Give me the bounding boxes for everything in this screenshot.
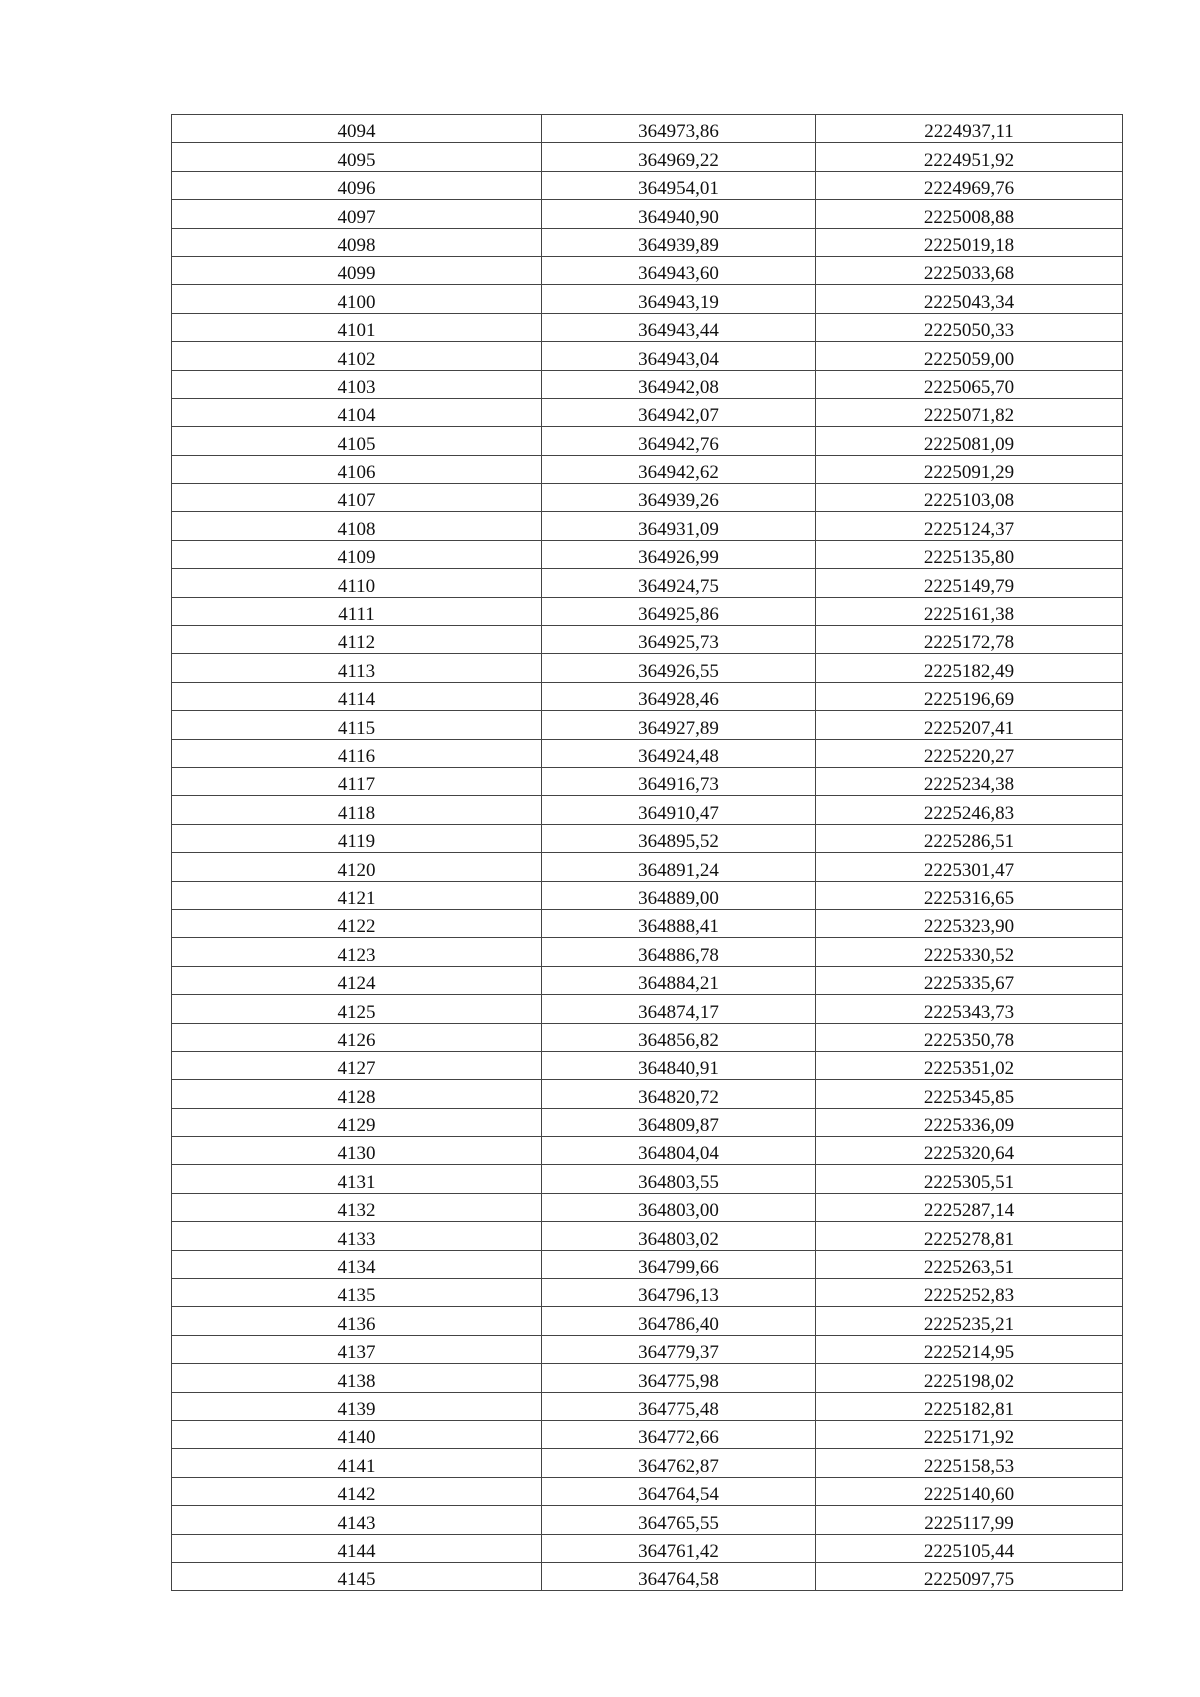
x-coordinate-cell: 364925,73 <box>542 626 816 654</box>
y-coordinate-cell: 2225343,73 <box>816 995 1123 1023</box>
point-number-cell: 4117 <box>172 767 542 795</box>
table-row <box>172 398 1123 426</box>
y-coordinate-cell: 2225330,52 <box>816 938 1123 966</box>
table-row <box>172 626 1123 654</box>
table-row <box>172 995 1123 1023</box>
y-coordinate-cell: 2225043,34 <box>816 285 1123 313</box>
point-number-cell: 4125 <box>172 995 542 1023</box>
y-coordinate-cell: 2224937,11 <box>816 115 1123 143</box>
x-coordinate-cell: 364942,76 <box>542 427 816 455</box>
table-row <box>172 1364 1123 1392</box>
table-row <box>172 1165 1123 1193</box>
table-row <box>172 1051 1123 1079</box>
table-row <box>172 228 1123 256</box>
point-number-cell: 4144 <box>172 1534 542 1562</box>
x-coordinate-cell: 364765,55 <box>542 1506 816 1534</box>
x-coordinate-cell: 364803,02 <box>542 1222 816 1250</box>
y-coordinate-cell: 2225235,21 <box>816 1307 1123 1335</box>
y-coordinate-cell: 2225305,51 <box>816 1165 1123 1193</box>
y-coordinate-cell: 2225220,27 <box>816 739 1123 767</box>
point-number-cell: 4140 <box>172 1420 542 1448</box>
point-number-cell: 4110 <box>172 569 542 597</box>
table-row <box>172 1477 1123 1505</box>
point-number-cell: 4103 <box>172 370 542 398</box>
x-coordinate-cell: 364942,62 <box>542 455 816 483</box>
y-coordinate-cell: 2225117,99 <box>816 1506 1123 1534</box>
y-coordinate-cell: 2225263,51 <box>816 1250 1123 1278</box>
point-number-cell: 4126 <box>172 1023 542 1051</box>
x-coordinate-cell: 364775,98 <box>542 1364 816 1392</box>
y-coordinate-cell: 2225316,65 <box>816 881 1123 909</box>
y-coordinate-cell: 2225171,92 <box>816 1420 1123 1448</box>
x-coordinate-cell: 364762,87 <box>542 1449 816 1477</box>
x-coordinate-cell: 364924,48 <box>542 739 816 767</box>
table-row <box>172 1137 1123 1165</box>
table-row <box>172 427 1123 455</box>
x-coordinate-cell: 364928,46 <box>542 682 816 710</box>
y-coordinate-cell: 2225065,70 <box>816 370 1123 398</box>
point-number-cell: 4145 <box>172 1562 542 1590</box>
y-coordinate-cell: 2225207,41 <box>816 711 1123 739</box>
x-coordinate-cell: 364803,00 <box>542 1193 816 1221</box>
y-coordinate-cell: 2225323,90 <box>816 909 1123 937</box>
point-number-cell: 4105 <box>172 427 542 455</box>
table-row <box>172 1279 1123 1307</box>
point-number-cell: 4116 <box>172 739 542 767</box>
point-number-cell: 4138 <box>172 1364 542 1392</box>
y-coordinate-cell: 2225091,29 <box>816 455 1123 483</box>
table-row <box>172 455 1123 483</box>
table-row <box>172 1562 1123 1590</box>
y-coordinate-cell: 2225345,85 <box>816 1080 1123 1108</box>
y-coordinate-cell: 2225149,79 <box>816 569 1123 597</box>
point-number-cell: 4143 <box>172 1506 542 1534</box>
point-number-cell: 4137 <box>172 1335 542 1363</box>
x-coordinate-cell: 364888,41 <box>542 909 816 937</box>
table-row <box>172 597 1123 625</box>
point-number-cell: 4107 <box>172 484 542 512</box>
table-row <box>172 881 1123 909</box>
x-coordinate-cell: 364973,86 <box>542 115 816 143</box>
point-number-cell: 4130 <box>172 1137 542 1165</box>
y-coordinate-cell: 2225287,14 <box>816 1193 1123 1221</box>
point-number-cell: 4118 <box>172 796 542 824</box>
x-coordinate-cell: 364939,89 <box>542 228 816 256</box>
table-row <box>172 767 1123 795</box>
x-coordinate-cell: 364884,21 <box>542 966 816 994</box>
y-coordinate-cell: 2225301,47 <box>816 853 1123 881</box>
table-row <box>172 853 1123 881</box>
y-coordinate-cell: 2225124,37 <box>816 512 1123 540</box>
x-coordinate-cell: 364939,26 <box>542 484 816 512</box>
y-coordinate-cell: 2225019,18 <box>816 228 1123 256</box>
point-number-cell: 4135 <box>172 1279 542 1307</box>
y-coordinate-cell: 2225071,82 <box>816 398 1123 426</box>
x-coordinate-cell: 364924,75 <box>542 569 816 597</box>
x-coordinate-cell: 364840,91 <box>542 1051 816 1079</box>
point-number-cell: 4113 <box>172 654 542 682</box>
table-row <box>172 909 1123 937</box>
point-number-cell: 4101 <box>172 313 542 341</box>
y-coordinate-cell: 2225050,33 <box>816 313 1123 341</box>
x-coordinate-cell: 364772,66 <box>542 1420 816 1448</box>
y-coordinate-cell: 2225214,95 <box>816 1335 1123 1363</box>
point-number-cell: 4104 <box>172 398 542 426</box>
x-coordinate-cell: 364969,22 <box>542 143 816 171</box>
y-coordinate-cell: 2225336,09 <box>816 1108 1123 1136</box>
table-row <box>172 1420 1123 1448</box>
x-coordinate-cell: 364886,78 <box>542 938 816 966</box>
point-number-cell: 4131 <box>172 1165 542 1193</box>
table-row <box>172 143 1123 171</box>
point-number-cell: 4097 <box>172 200 542 228</box>
table-row <box>172 1392 1123 1420</box>
x-coordinate-cell: 364764,58 <box>542 1562 816 1590</box>
y-coordinate-cell: 2224951,92 <box>816 143 1123 171</box>
coordinates-table-body <box>172 115 1123 1591</box>
table-row <box>172 313 1123 341</box>
table-row <box>172 938 1123 966</box>
table-row <box>172 1506 1123 1534</box>
table-row <box>172 739 1123 767</box>
table-row <box>172 256 1123 284</box>
table-row <box>172 285 1123 313</box>
point-number-cell: 4134 <box>172 1250 542 1278</box>
y-coordinate-cell: 2225135,80 <box>816 540 1123 568</box>
point-number-cell: 4128 <box>172 1080 542 1108</box>
y-coordinate-cell: 2225278,81 <box>816 1222 1123 1250</box>
table-row <box>172 711 1123 739</box>
x-coordinate-cell: 364786,40 <box>542 1307 816 1335</box>
x-coordinate-cell: 364943,44 <box>542 313 816 341</box>
table-row <box>172 540 1123 568</box>
y-coordinate-cell: 2225033,68 <box>816 256 1123 284</box>
table-row <box>172 342 1123 370</box>
x-coordinate-cell: 364775,48 <box>542 1392 816 1420</box>
table-row <box>172 1307 1123 1335</box>
y-coordinate-cell: 2225350,78 <box>816 1023 1123 1051</box>
point-number-cell: 4121 <box>172 881 542 909</box>
point-number-cell: 4112 <box>172 626 542 654</box>
x-coordinate-cell: 364940,90 <box>542 200 816 228</box>
x-coordinate-cell: 364927,89 <box>542 711 816 739</box>
x-coordinate-cell: 364779,37 <box>542 1335 816 1363</box>
y-coordinate-cell: 2225161,38 <box>816 597 1123 625</box>
table-row <box>172 1335 1123 1363</box>
table-row <box>172 370 1123 398</box>
point-number-cell: 4119 <box>172 824 542 852</box>
point-number-cell: 4133 <box>172 1222 542 1250</box>
point-number-cell: 4124 <box>172 966 542 994</box>
x-coordinate-cell: 364809,87 <box>542 1108 816 1136</box>
y-coordinate-cell: 2225158,53 <box>816 1449 1123 1477</box>
table-row <box>172 682 1123 710</box>
x-coordinate-cell: 364895,52 <box>542 824 816 852</box>
x-coordinate-cell: 364943,19 <box>542 285 816 313</box>
point-number-cell: 4111 <box>172 597 542 625</box>
x-coordinate-cell: 364943,60 <box>542 256 816 284</box>
point-number-cell: 4115 <box>172 711 542 739</box>
point-number-cell: 4142 <box>172 1477 542 1505</box>
table-row <box>172 200 1123 228</box>
x-coordinate-cell: 364820,72 <box>542 1080 816 1108</box>
table-row <box>172 824 1123 852</box>
point-number-cell: 4108 <box>172 512 542 540</box>
table-row <box>172 966 1123 994</box>
y-coordinate-cell: 2225105,44 <box>816 1534 1123 1562</box>
x-coordinate-cell: 364942,08 <box>542 370 816 398</box>
x-coordinate-cell: 364910,47 <box>542 796 816 824</box>
point-number-cell: 4098 <box>172 228 542 256</box>
y-coordinate-cell: 2224969,76 <box>816 171 1123 199</box>
y-coordinate-cell: 2225234,38 <box>816 767 1123 795</box>
x-coordinate-cell: 364804,04 <box>542 1137 816 1165</box>
x-coordinate-cell: 364942,07 <box>542 398 816 426</box>
table-row <box>172 569 1123 597</box>
point-number-cell: 4102 <box>172 342 542 370</box>
y-coordinate-cell: 2225097,75 <box>816 1562 1123 1590</box>
table-row <box>172 512 1123 540</box>
y-coordinate-cell: 2225286,51 <box>816 824 1123 852</box>
point-number-cell: 4099 <box>172 256 542 284</box>
x-coordinate-cell: 364799,66 <box>542 1250 816 1278</box>
x-coordinate-cell: 364926,99 <box>542 540 816 568</box>
coordinates-table <box>171 114 1123 1591</box>
table-row <box>172 796 1123 824</box>
point-number-cell: 4141 <box>172 1449 542 1477</box>
x-coordinate-cell: 364856,82 <box>542 1023 816 1051</box>
x-coordinate-cell: 364874,17 <box>542 995 816 1023</box>
y-coordinate-cell: 2225059,00 <box>816 342 1123 370</box>
x-coordinate-cell: 364931,09 <box>542 512 816 540</box>
table-row <box>172 1534 1123 1562</box>
table-row <box>172 484 1123 512</box>
y-coordinate-cell: 2225103,08 <box>816 484 1123 512</box>
y-coordinate-cell: 2225196,69 <box>816 682 1123 710</box>
point-number-cell: 4114 <box>172 682 542 710</box>
x-coordinate-cell: 364891,24 <box>542 853 816 881</box>
point-number-cell: 4123 <box>172 938 542 966</box>
point-number-cell: 4095 <box>172 143 542 171</box>
x-coordinate-cell: 364916,73 <box>542 767 816 795</box>
y-coordinate-cell: 2225320,64 <box>816 1137 1123 1165</box>
table-row <box>172 1250 1123 1278</box>
point-number-cell: 4106 <box>172 455 542 483</box>
y-coordinate-cell: 2225182,81 <box>816 1392 1123 1420</box>
point-number-cell: 4096 <box>172 171 542 199</box>
y-coordinate-cell: 2225182,49 <box>816 654 1123 682</box>
y-coordinate-cell: 2225081,09 <box>816 427 1123 455</box>
point-number-cell: 4109 <box>172 540 542 568</box>
x-coordinate-cell: 364925,86 <box>542 597 816 625</box>
x-coordinate-cell: 364761,42 <box>542 1534 816 1562</box>
table-row <box>172 1080 1123 1108</box>
point-number-cell: 4129 <box>172 1108 542 1136</box>
y-coordinate-cell: 2225172,78 <box>816 626 1123 654</box>
x-coordinate-cell: 364764,54 <box>542 1477 816 1505</box>
table-row <box>172 1108 1123 1136</box>
table-row <box>172 1023 1123 1051</box>
point-number-cell: 4100 <box>172 285 542 313</box>
point-number-cell: 4139 <box>172 1392 542 1420</box>
y-coordinate-cell: 2225335,67 <box>816 966 1123 994</box>
point-number-cell: 4122 <box>172 909 542 937</box>
y-coordinate-cell: 2225252,83 <box>816 1279 1123 1307</box>
y-coordinate-cell: 2225246,83 <box>816 796 1123 824</box>
table-row <box>172 115 1123 143</box>
table-row <box>172 1449 1123 1477</box>
x-coordinate-cell: 364926,55 <box>542 654 816 682</box>
x-coordinate-cell: 364954,01 <box>542 171 816 199</box>
x-coordinate-cell: 364803,55 <box>542 1165 816 1193</box>
point-number-cell: 4120 <box>172 853 542 881</box>
point-number-cell: 4132 <box>172 1193 542 1221</box>
table-row <box>172 171 1123 199</box>
y-coordinate-cell: 2225351,02 <box>816 1051 1123 1079</box>
x-coordinate-cell: 364796,13 <box>542 1279 816 1307</box>
point-number-cell: 4136 <box>172 1307 542 1335</box>
table-row <box>172 1222 1123 1250</box>
x-coordinate-cell: 364889,00 <box>542 881 816 909</box>
y-coordinate-cell: 2225140,60 <box>816 1477 1123 1505</box>
y-coordinate-cell: 2225008,88 <box>816 200 1123 228</box>
point-number-cell: 4094 <box>172 115 542 143</box>
table-row <box>172 654 1123 682</box>
table-row <box>172 1193 1123 1221</box>
y-coordinate-cell: 2225198,02 <box>816 1364 1123 1392</box>
x-coordinate-cell: 364943,04 <box>542 342 816 370</box>
point-number-cell: 4127 <box>172 1051 542 1079</box>
